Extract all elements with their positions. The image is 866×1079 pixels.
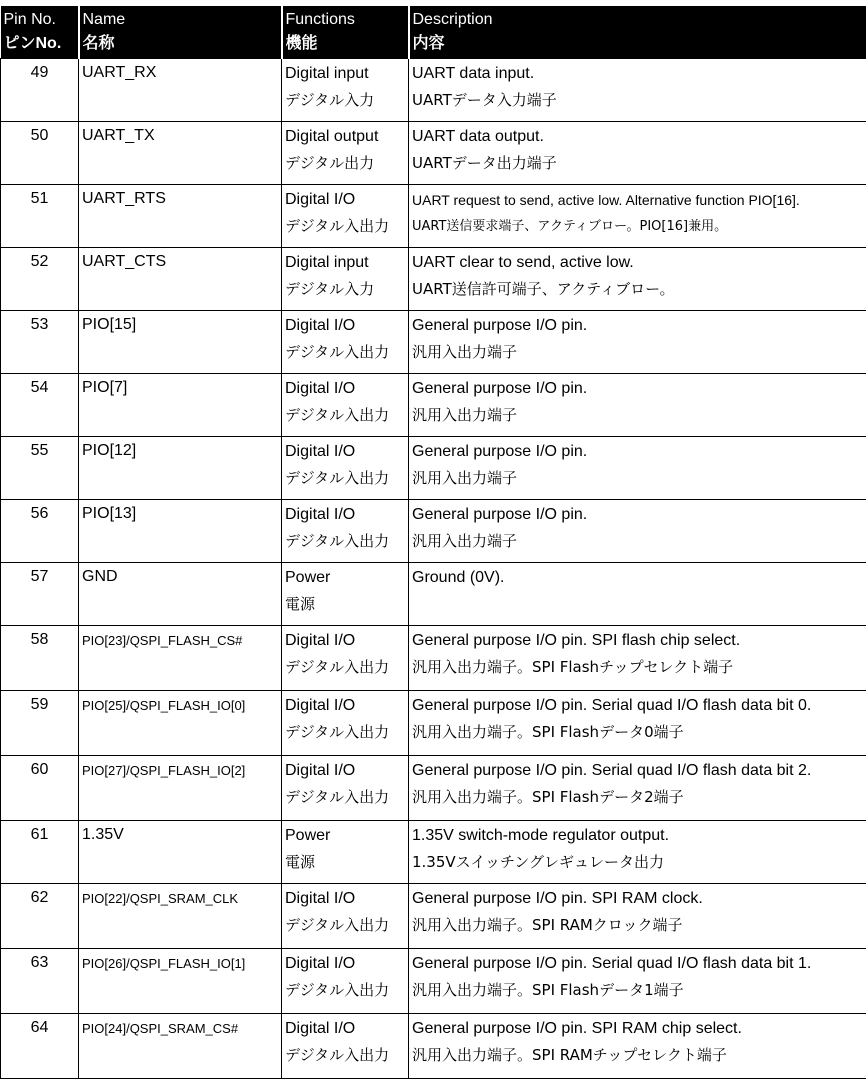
table-row — [1, 563, 866, 626]
pin-name: GND — [79, 563, 282, 626]
function-en: Power — [285, 821, 405, 849]
header-name-jp: 名称 — [83, 32, 278, 56]
function-en: Digital I/O — [285, 884, 405, 912]
description-jp: 1.35Vスイッチングレギュレータ出力 — [412, 849, 863, 876]
pin-number: 49 — [1, 59, 79, 122]
description-jp: 汎用入出力端子 — [412, 465, 863, 492]
function-jp: デジタル入出力 — [285, 465, 405, 492]
header-desc-jp: 内容 — [413, 32, 864, 56]
pin-number: 51 — [1, 185, 79, 248]
header-name — [79, 6, 282, 59]
header-pin — [1, 6, 79, 59]
description-jp: 汎用入出力端子 — [412, 339, 863, 366]
pin-description — [409, 1014, 866, 1079]
pin-number: 58 — [1, 626, 79, 691]
function-en: Digital input — [285, 248, 405, 276]
table-row — [1, 626, 866, 691]
function-en: Digital I/O — [285, 756, 405, 784]
pin-description — [409, 949, 866, 1014]
header-func-jp: 機能 — [286, 32, 405, 56]
pin-name: UART_CTS — [79, 248, 282, 311]
pin-function — [282, 122, 409, 185]
function-jp: デジタル入出力 — [285, 528, 405, 555]
pin-number: 52 — [1, 248, 79, 311]
pin-name: 1.35V — [79, 821, 282, 884]
description-en: General purpose I/O pin. SPI RAM chip select. — [412, 1014, 863, 1042]
description-en: UART request to send, active low. Alternative function PIO[16]. — [412, 185, 863, 213]
description-en: 1.35V switch-mode regulator output. — [412, 821, 863, 849]
pin-name: PIO[7] — [79, 374, 282, 437]
pin-name: PIO[24]/QSPI_SRAM_CS# — [79, 1014, 282, 1079]
table-row — [1, 437, 866, 500]
pin-description — [409, 821, 866, 884]
description-en: General purpose I/O pin. SPI RAM clock. — [412, 884, 863, 912]
pin-name: PIO[27]/QSPI_FLASH_IO[2] — [79, 756, 282, 821]
pin-name: PIO[22]/QSPI_SRAM_CLK — [79, 884, 282, 949]
pin-description — [409, 884, 866, 949]
pin-number: 55 — [1, 437, 79, 500]
description-jp: 汎用入出力端子 — [412, 528, 863, 555]
function-jp: 電源 — [285, 591, 405, 618]
pin-number: 61 — [1, 821, 79, 884]
description-jp: UART送信要求端子、アクティブロー。PIO[16]兼用。 — [412, 213, 863, 240]
pin-name: PIO[15] — [79, 311, 282, 374]
pin-function — [282, 563, 409, 626]
description-jp: UARTデータ出力端子 — [412, 150, 863, 177]
function-jp: デジタル入出力 — [285, 784, 405, 811]
header-name-en: Name — [83, 8, 278, 32]
pin-number: 57 — [1, 563, 79, 626]
pin-number: 54 — [1, 374, 79, 437]
description-jp: 汎用入出力端子。SPI RAMチップセレクト端子 — [412, 1042, 863, 1069]
pin-function — [282, 626, 409, 691]
description-en: General purpose I/O pin. SPI flash chip select. — [412, 626, 863, 654]
pin-name: PIO[25]/QSPI_FLASH_IO[0] — [79, 691, 282, 756]
description-jp: 汎用入出力端子 — [412, 402, 863, 429]
function-en: Digital I/O — [285, 185, 405, 213]
pin-function — [282, 59, 409, 122]
pin-name: PIO[13] — [79, 500, 282, 563]
pin-name: UART_RX — [79, 59, 282, 122]
function-en: Digital I/O — [285, 1014, 405, 1042]
description-jp: 汎用入出力端子。SPI Flashデータ1端子 — [412, 977, 863, 1004]
description-jp: 汎用入出力端子。SPI Flashチップセレクト端子 — [412, 654, 863, 681]
function-en: Power — [285, 563, 405, 591]
description-en: General purpose I/O pin. Serial quad I/O flash data bit 2. — [412, 756, 863, 784]
pin-number: 62 — [1, 884, 79, 949]
table-row — [1, 248, 866, 311]
pin-description — [409, 185, 866, 248]
function-jp: デジタル入出力 — [285, 1042, 405, 1069]
description-en: General purpose I/O pin. — [412, 311, 863, 339]
pin-function — [282, 185, 409, 248]
pin-description — [409, 311, 866, 374]
table-row — [1, 185, 866, 248]
description-jp: UART送信許可端子、アクティブロー。 — [412, 276, 863, 303]
function-jp: デジタル入出力 — [285, 213, 405, 240]
header-pin-jp: ピンNo. — [4, 32, 75, 56]
function-en: Digital I/O — [285, 691, 405, 719]
description-en: Ground (0V). — [412, 563, 863, 591]
pin-description — [409, 563, 866, 626]
header-desc-en: Description — [413, 8, 864, 32]
function-en: Digital input — [285, 59, 405, 87]
pin-description — [409, 248, 866, 311]
function-jp: デジタル入出力 — [285, 912, 405, 939]
description-jp — [412, 591, 863, 618]
function-en: Digital I/O — [285, 626, 405, 654]
description-en: UART data output. — [412, 122, 863, 150]
function-jp: デジタル入出力 — [285, 719, 405, 746]
description-jp: 汎用入出力端子。SPI Flashデータ2端子 — [412, 784, 863, 811]
function-en: Digital I/O — [285, 500, 405, 528]
pin-function — [282, 311, 409, 374]
table-row — [1, 59, 866, 122]
description-jp: 汎用入出力端子。SPI Flashデータ0端子 — [412, 719, 863, 746]
pin-description — [409, 59, 866, 122]
pin-description — [409, 374, 866, 437]
pin-number: 50 — [1, 122, 79, 185]
function-en: Digital I/O — [285, 437, 405, 465]
function-en: Digital I/O — [285, 374, 405, 402]
table-row — [1, 756, 866, 821]
table-row — [1, 1014, 866, 1079]
table-row — [1, 821, 866, 884]
pin-function — [282, 821, 409, 884]
table-row — [1, 500, 866, 563]
pin-function — [282, 1014, 409, 1079]
function-jp: デジタル入出力 — [285, 402, 405, 429]
pin-description — [409, 500, 866, 563]
header-func-en: Functions — [286, 8, 405, 32]
header-functions — [282, 6, 409, 59]
pin-name: PIO[26]/QSPI_FLASH_IO[1] — [79, 949, 282, 1014]
pin-function — [282, 374, 409, 437]
function-en: Digital I/O — [285, 311, 405, 339]
function-en: Digital output — [285, 122, 405, 150]
pin-description — [409, 756, 866, 821]
function-jp: 電源 — [285, 849, 405, 876]
description-jp: 汎用入出力端子。SPI RAMクロック端子 — [412, 912, 863, 939]
description-en: General purpose I/O pin. Serial quad I/O flash data bit 1. — [412, 949, 863, 977]
pin-number: 59 — [1, 691, 79, 756]
description-en: General purpose I/O pin. — [412, 437, 863, 465]
function-jp: デジタル出力 — [285, 150, 405, 177]
pin-function — [282, 884, 409, 949]
table-row — [1, 884, 866, 949]
description-en: UART data input. — [412, 59, 863, 87]
pin-name: PIO[23]/QSPI_FLASH_CS# — [79, 626, 282, 691]
pin-table — [0, 6, 866, 1079]
function-jp: デジタル入力 — [285, 276, 405, 303]
function-jp: デジタル入力 — [285, 87, 405, 114]
pin-function — [282, 437, 409, 500]
pin-description — [409, 691, 866, 756]
description-en: General purpose I/O pin. Serial quad I/O flash data bit 0. — [412, 691, 863, 719]
table-row — [1, 691, 866, 756]
pin-name: PIO[12] — [79, 437, 282, 500]
table-row — [1, 949, 866, 1014]
pin-description — [409, 122, 866, 185]
table-row — [1, 374, 866, 437]
header-pin-en: Pin No. — [4, 8, 75, 32]
pin-number: 56 — [1, 500, 79, 563]
table-row — [1, 122, 866, 185]
pin-number: 53 — [1, 311, 79, 374]
pin-number: 63 — [1, 949, 79, 1014]
table-header — [1, 6, 866, 59]
pin-function — [282, 500, 409, 563]
description-en: General purpose I/O pin. — [412, 374, 863, 402]
pin-description — [409, 626, 866, 691]
pin-number: 64 — [1, 1014, 79, 1079]
pin-function — [282, 949, 409, 1014]
description-en: UART clear to send, active low. — [412, 248, 863, 276]
function-jp: デジタル入出力 — [285, 339, 405, 366]
description-en: General purpose I/O pin. — [412, 500, 863, 528]
pin-function — [282, 248, 409, 311]
pin-name: UART_RTS — [79, 185, 282, 248]
function-jp: デジタル入出力 — [285, 977, 405, 1004]
pin-function — [282, 756, 409, 821]
table-row — [1, 311, 866, 374]
pin-number: 60 — [1, 756, 79, 821]
description-jp: UARTデータ入力端子 — [412, 87, 863, 114]
pin-name: UART_TX — [79, 122, 282, 185]
function-jp: デジタル入出力 — [285, 654, 405, 681]
function-en: Digital I/O — [285, 949, 405, 977]
pin-function — [282, 691, 409, 756]
header-description — [409, 6, 866, 59]
pin-description — [409, 437, 866, 500]
